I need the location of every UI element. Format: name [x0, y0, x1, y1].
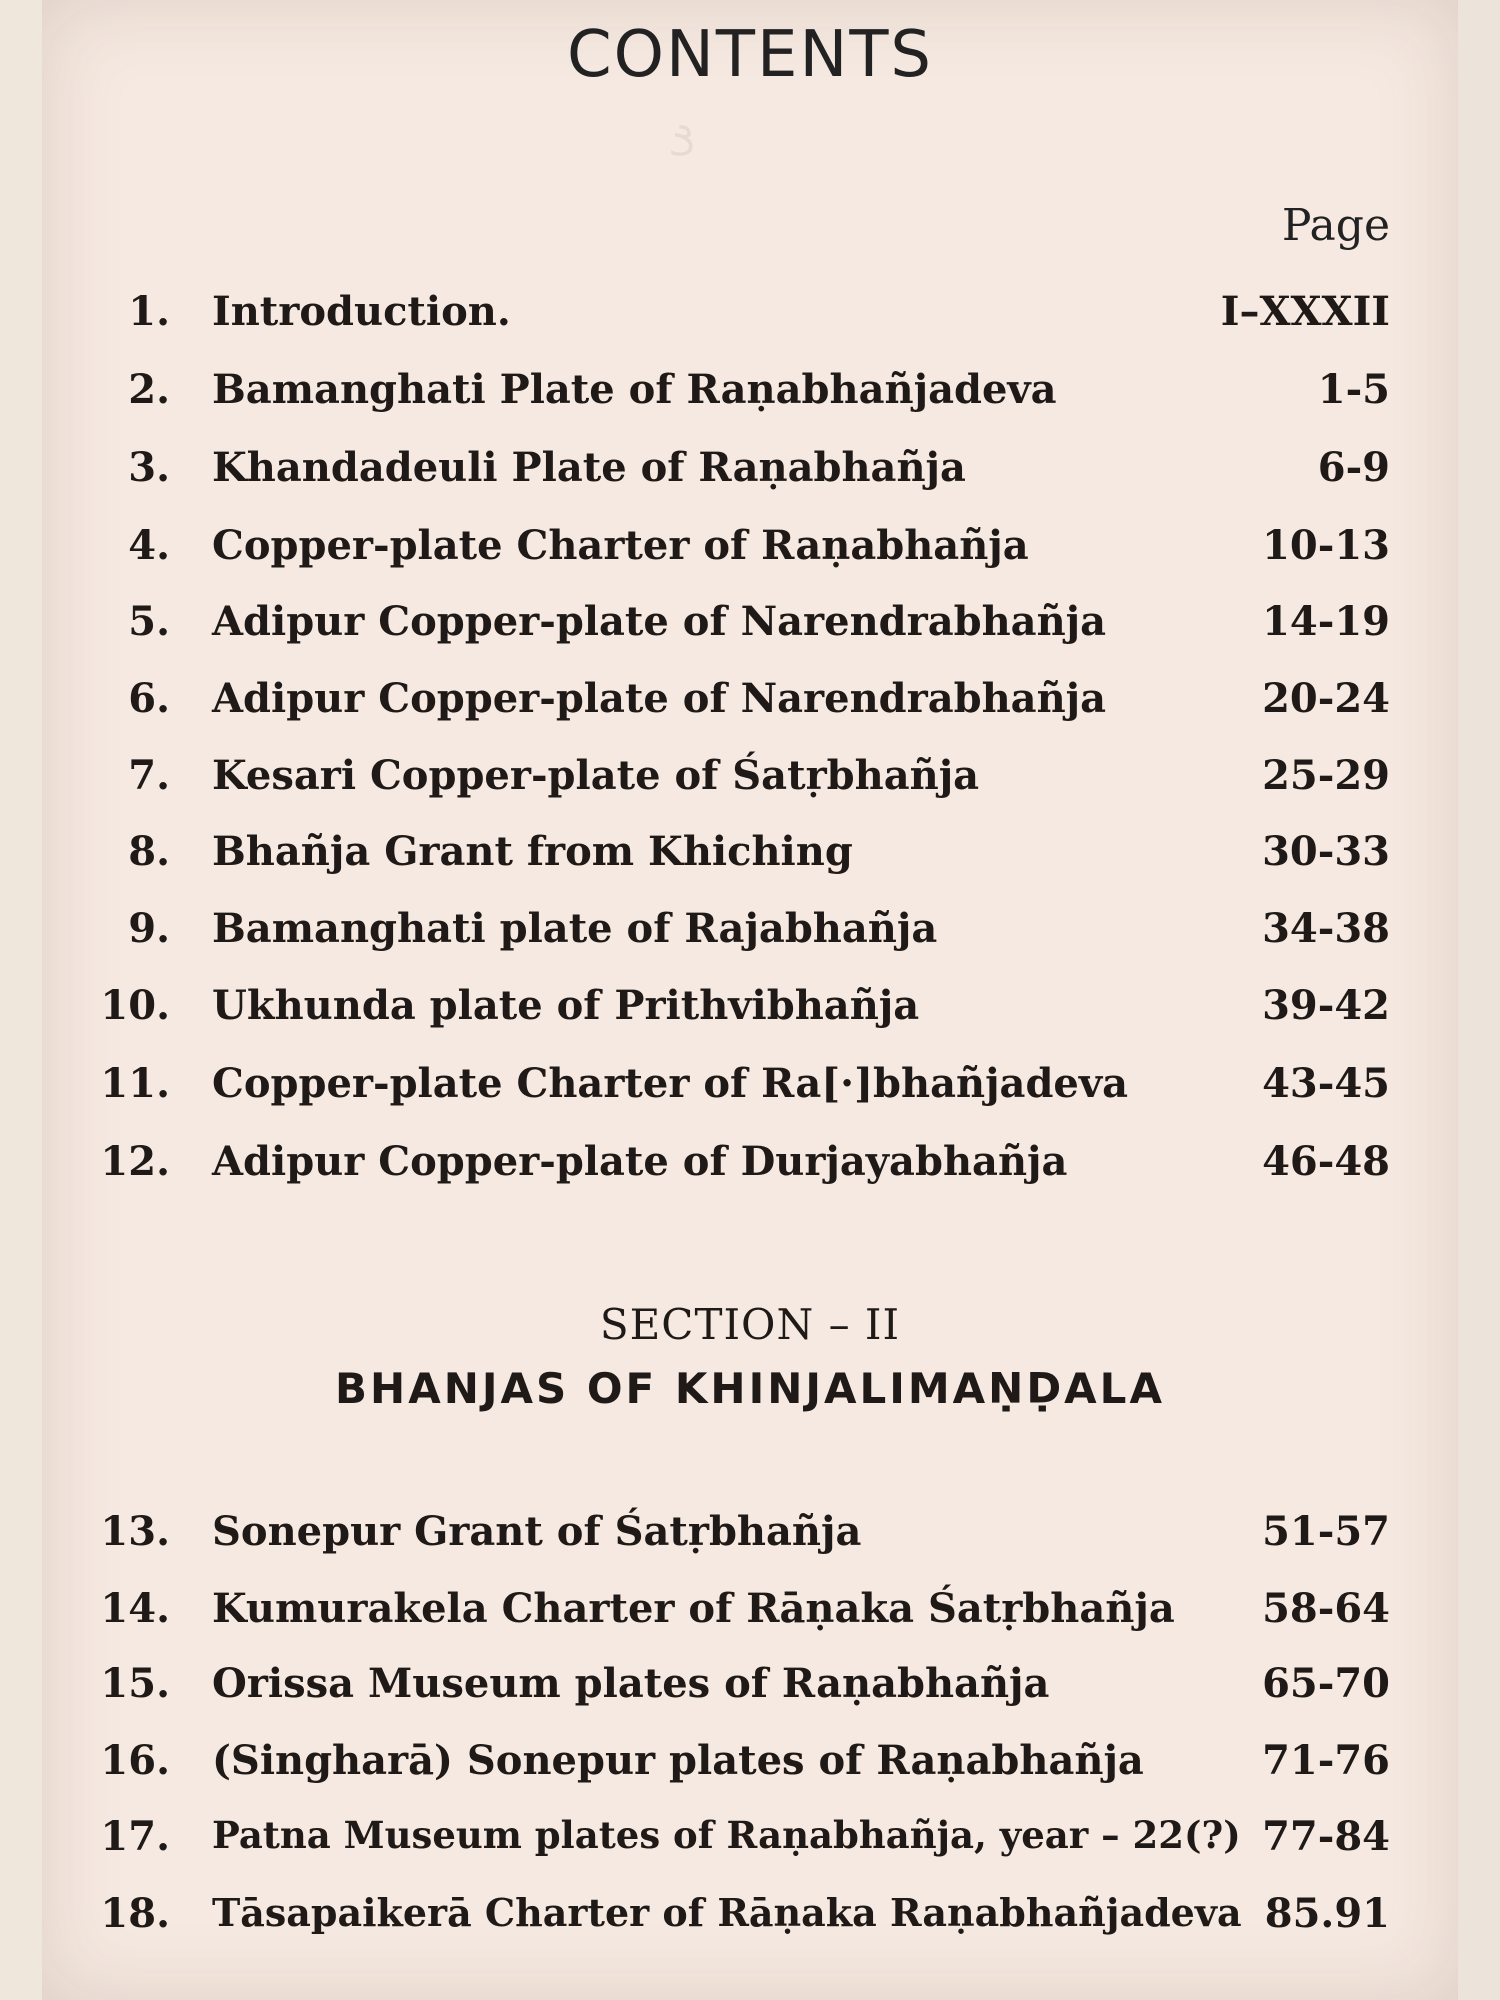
toc-entry[interactable]: [0, 752, 1500, 812]
toc-entry[interactable]: [0, 444, 1500, 504]
entry-number: 13.: [100, 1508, 170, 1555]
entry-pages: I–XXXII: [1220, 288, 1390, 335]
entry-number: 4.: [128, 522, 170, 569]
entry-title: Khandadeuli Plate of Raṇabhañja: [212, 444, 966, 491]
entry-number: 14.: [100, 1585, 170, 1632]
entry-pages: 20-24: [1262, 675, 1390, 722]
toc-entry[interactable]: [0, 1060, 1500, 1120]
section-label: SECTION – II: [599, 1300, 901, 1349]
entry-title: Kesari Copper-plate of Śatṛbhañja: [212, 752, 980, 799]
entry-pages: 65-70: [1262, 1660, 1390, 1707]
page-column-label: Page: [1281, 200, 1390, 251]
entry-title: Copper-plate Charter of Ra[·]bhañjadeva: [212, 1060, 1129, 1107]
entry-title: Adipur Copper-plate of Narendrabhañja: [212, 675, 1107, 722]
entry-number: 16.: [100, 1737, 170, 1784]
toc-entry[interactable]: [0, 1890, 1500, 1950]
entry-pages: 77-84: [1262, 1813, 1390, 1860]
toc-entry[interactable]: [0, 522, 1500, 582]
entry-pages: 71-76: [1262, 1737, 1390, 1784]
entry-pages: 85.91: [1264, 1890, 1390, 1937]
entry-title: (Singharā) Sonepur plates of Raṇabhañja: [212, 1737, 1144, 1784]
entry-title: Introduction.: [212, 288, 511, 335]
entry-pages: 1-5: [1317, 366, 1390, 413]
bleed-through-decoration: ﻉ‌‌‌‌ ‌‌‌‌ ‌ ‌ ‌: [620, 110, 695, 156]
entry-title: Adipur Copper-plate of Narendrabhañja: [212, 598, 1107, 645]
toc-entry[interactable]: [0, 1508, 1500, 1568]
entry-number: 17.: [100, 1813, 170, 1860]
entry-title: Kumurakela Charter of Rāṇaka Śatṛbhañja: [212, 1585, 1175, 1632]
entry-pages: 14-19: [1262, 598, 1390, 645]
toc-entry[interactable]: [0, 288, 1500, 348]
toc-entry[interactable]: [0, 598, 1500, 658]
toc-entry[interactable]: [0, 828, 1500, 888]
toc-entry[interactable]: [0, 1138, 1500, 1198]
entry-title: Adipur Copper-plate of Durjayabhañja: [212, 1138, 1068, 1185]
entry-number: 8.: [128, 828, 170, 875]
entry-number: 18.: [100, 1890, 170, 1937]
entry-pages: 46-48: [1262, 1138, 1390, 1185]
entry-number: 7.: [128, 752, 170, 799]
entry-number: 10.: [100, 982, 170, 1029]
entry-pages: 6-9: [1317, 444, 1390, 491]
toc-entry[interactable]: [0, 675, 1500, 735]
toc-entry[interactable]: [0, 1585, 1500, 1645]
entry-pages: 51-57: [1262, 1508, 1390, 1555]
entry-title: Ukhunda plate of Prithvibhañja: [212, 982, 920, 1029]
page-title: CONTENTS: [566, 18, 934, 92]
entry-title: Bamanghati plate of Rajabhañja: [212, 905, 938, 952]
entry-number: 6.: [128, 675, 170, 722]
entry-title: Bamanghati Plate of Raṇabhañjadeva: [212, 366, 1057, 413]
entry-number: 9.: [128, 905, 170, 952]
entry-number: 11.: [100, 1060, 170, 1107]
toc-entry[interactable]: [0, 366, 1500, 426]
entry-title: Sonepur Grant of Śatṛbhañja: [212, 1508, 862, 1555]
entry-pages: 43-45: [1262, 1060, 1390, 1107]
toc-entry[interactable]: [0, 1660, 1500, 1720]
toc-entry[interactable]: [0, 1737, 1500, 1797]
toc-entry[interactable]: [0, 1813, 1500, 1873]
entry-title: Patna Museum plates of Raṇabhañja, year – 22(?): [212, 1813, 1241, 1857]
entry-pages: 39-42: [1262, 982, 1390, 1029]
entry-pages: 30-33: [1262, 828, 1390, 875]
entry-number: 2.: [128, 366, 170, 413]
entry-number: 12.: [100, 1138, 170, 1185]
entry-title: Tāsapaikerā Charter of Rāṇaka Raṇabhañjadeva: [212, 1890, 1242, 1935]
entry-title: Orissa Museum plates of Raṇabhañja: [212, 1660, 1050, 1707]
entry-number: 3.: [128, 444, 170, 491]
entry-pages: 25-29: [1262, 752, 1390, 799]
entry-title: Copper-plate Charter of Raṇabhañja: [212, 522, 1029, 569]
entry-number: 5.: [128, 598, 170, 645]
toc-entry[interactable]: [0, 982, 1500, 1042]
entry-pages: 34-38: [1262, 905, 1390, 952]
entry-number: 15.: [100, 1660, 170, 1707]
entry-pages: 58-64: [1262, 1585, 1390, 1632]
toc-entry[interactable]: [0, 905, 1500, 965]
entry-title: Bhañja Grant from Khiching: [212, 828, 853, 875]
entry-pages: 10-13: [1262, 522, 1390, 569]
section-title: BHANJAS OF KHINJALIMAṆḌALA: [335, 1364, 1165, 1413]
entry-number: 1.: [128, 288, 170, 335]
